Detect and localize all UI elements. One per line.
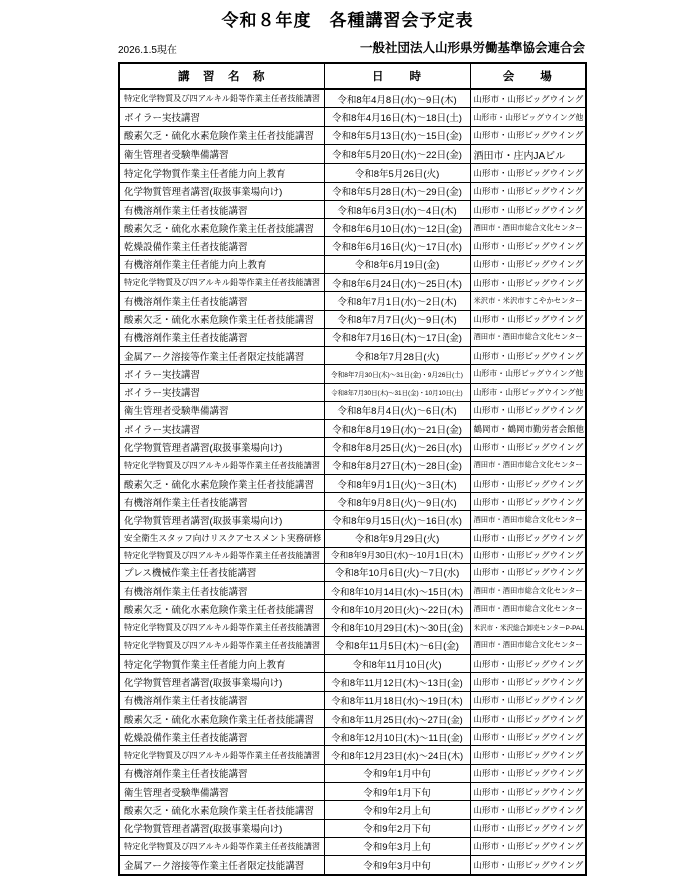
course-name-cell: 乾燥設備作業主任者技能講習	[119, 728, 324, 746]
table-row	[119, 746, 586, 764]
course-name-cell: ボイラー実技講習	[119, 383, 324, 401]
course-name-cell: 有機溶剤作業主任者技能講習	[119, 292, 324, 310]
schedule-table	[118, 62, 587, 876]
course-name-cell: 特定化学物質及び四アルキル鉛等作業主任者技能講習	[119, 636, 324, 654]
column-header-date: 日 時	[324, 63, 470, 89]
course-name-cell: 特定化学物質及び四アルキル鉛等作業主任者技能講習	[119, 456, 324, 474]
table-row	[119, 837, 586, 855]
date-cell: 令和8年8月25日(火)～26日(水)	[324, 438, 470, 456]
course-name-cell: 有機溶剤作業主任者技能講習	[119, 691, 324, 709]
date-cell: 令和8年6月19日(金)	[324, 255, 470, 273]
venue-cell: 山形市・山形ビッグウイング	[470, 200, 586, 218]
table-row	[119, 328, 586, 346]
venue-cell: 山形市・山形ビッグウイング	[470, 673, 586, 691]
course-name-cell: 化学物質管理者講習(取扱事業場向け)	[119, 182, 324, 200]
venue-cell: 酒田市・庄内JAビル	[470, 144, 586, 163]
date-cell: 令和8年9月15日(火)～16日(水)	[324, 511, 470, 529]
course-name-cell: 化学物質管理者講習(取扱事業場向け)	[119, 438, 324, 456]
venue-cell: 山形市・山形ビッグウイング	[470, 709, 586, 727]
table-row	[119, 401, 586, 419]
course-name-cell: 化学物質管理者講習(取扱事業場向け)	[119, 819, 324, 837]
table-row	[119, 456, 586, 474]
course-name-cell: 有機溶剤作業主任者技能講習	[119, 764, 324, 782]
venue-cell: 米沢市・米沢市すこやかセンター	[470, 292, 586, 310]
date-cell: 令和8年11月12日(木)～13日(金)	[324, 673, 470, 691]
table-row	[119, 255, 586, 273]
venue-cell: 鶴岡市・鶴岡市勤労者会館他	[470, 420, 586, 438]
date-cell: 令和8年11月5日(木)～6日(金)	[324, 636, 470, 654]
table-row	[119, 144, 586, 163]
schedule-table-container	[118, 62, 585, 876]
date-cell: 令和8年8月27日(木)～28日(金)	[324, 456, 470, 474]
column-header-course-name: 講 習 名 称	[119, 63, 324, 89]
table-row	[119, 164, 586, 182]
table-row	[119, 764, 586, 782]
venue-cell: 山形市・山形ビッグウイング	[470, 493, 586, 511]
venue-cell: 山形市・山形ビッグウイング	[470, 782, 586, 800]
as-of-date: 2026.1.5現在	[118, 45, 177, 56]
venue-cell: 山形市・山形ビッグウイング	[470, 164, 586, 182]
course-name-cell: 化学物質管理者講習(取扱事業場向け)	[119, 673, 324, 691]
course-name-cell: 酸素欠乏・硫化水素危険作業主任者技能講習	[119, 600, 324, 618]
date-cell: 令和8年12月23日(水)～24日(木)	[324, 746, 470, 764]
date-cell: 令和8年6月24日(水)～25日(木)	[324, 273, 470, 291]
table-row	[119, 636, 586, 654]
venue-cell: 山形市・山形ビッグウイング	[470, 182, 586, 200]
table-row	[119, 582, 586, 600]
page-title: 令和８年度 各種講習会予定表	[221, 11, 474, 30]
table-row	[119, 819, 586, 837]
venue-cell: 山形市・山形ビッグウイング他	[470, 365, 586, 383]
course-name-cell: ボイラー実技講習	[119, 108, 324, 126]
date-cell: 令和8年10月14日(水)～15日(木)	[324, 582, 470, 600]
table-row	[119, 347, 586, 365]
date-cell: 令和8年7月1日(水)～2日(木)	[324, 292, 470, 310]
date-cell: 令和9年3月中旬	[324, 856, 470, 875]
table-row	[119, 365, 586, 383]
table-row	[119, 782, 586, 800]
table-header-row	[119, 63, 586, 89]
date-cell: 令和9年2月下旬	[324, 819, 470, 837]
course-name-cell: 有機溶剤作業主任者技能講習	[119, 200, 324, 218]
course-name-cell: 有機溶剤作業主任者技能講習	[119, 582, 324, 600]
venue-cell: 山形市・山形ビッグウイング	[470, 529, 586, 547]
course-name-cell: 特定化学物質及び四アルキル鉛等作業主任者技能講習	[119, 837, 324, 855]
date-cell: 令和8年9月1日(火)～3日(木)	[324, 474, 470, 492]
venue-cell: 山形市・山形ビッグウイング	[470, 764, 586, 782]
venue-cell: 酒田市・酒田市総合文化センター	[470, 328, 586, 346]
date-cell: 令和8年10月29日(木)～30日(金)	[324, 618, 470, 636]
table-row	[119, 474, 586, 492]
date-cell: 令和8年6月10日(水)～12日(金)	[324, 219, 470, 237]
date-cell: 令和8年10月6日(火)～7日(水)	[324, 563, 470, 581]
date-cell: 令和8年5月13日(水)～15日(金)	[324, 126, 470, 144]
venue-cell: 酒田市・酒田市総合文化センター	[470, 636, 586, 654]
table-row	[119, 618, 586, 636]
course-name-cell: 衛生管理者受験準備講習	[119, 144, 324, 163]
date-cell: 令和8年8月19日(水)～21日(金)	[324, 420, 470, 438]
venue-cell: 山形市・山形ビッグウイング	[470, 655, 586, 673]
date-cell: 令和9年2月上旬	[324, 801, 470, 819]
venue-cell: 山形市・山形ビッグウイング他	[470, 108, 586, 126]
table-row	[119, 856, 586, 875]
date-cell: 令和8年12月10日(木)～11日(金)	[324, 728, 470, 746]
course-name-cell: 有機溶剤作業主任者技能講習	[119, 328, 324, 346]
course-name-cell: 化学物質管理者講習(取扱事業場向け)	[119, 511, 324, 529]
course-name-cell: 衛生管理者受験準備講習	[119, 401, 324, 419]
table-row	[119, 600, 586, 618]
date-cell: 令和8年10月20日(火)～22日(木)	[324, 600, 470, 618]
venue-cell: 山形市・山形ビッグウイング	[470, 819, 586, 837]
course-name-cell: 特定化学物質及び四アルキル鉛等作業主任者技能講習	[119, 547, 324, 563]
table-row	[119, 310, 586, 328]
venue-cell: 山形市・山形ビッグウイング	[470, 310, 586, 328]
organization-name: 一般社団法人山形県労働基準協会連合会	[359, 41, 585, 55]
date-cell: 令和8年5月20日(水)～22日(金)	[324, 144, 470, 163]
venue-cell: 山形市・山形ビッグウイング	[470, 237, 586, 255]
course-name-cell: 金属アーク溶接等作業主任者限定技能講習	[119, 347, 324, 365]
course-name-cell: プレス機械作業主任者技能講習	[119, 563, 324, 581]
table-row	[119, 691, 586, 709]
course-name-cell: 特定化学物質及び四アルキル鉛等作業主任者技能講習	[119, 273, 324, 291]
date-cell: 令和8年11月10日(火)	[324, 655, 470, 673]
venue-cell: 酒田市・酒田市総合文化センター	[470, 600, 586, 618]
table-row	[119, 273, 586, 291]
table-row	[119, 438, 586, 456]
course-name-cell: 酸素欠乏・硫化水素危険作業主任者技能講習	[119, 126, 324, 144]
venue-cell: 米沢市・米沢総合卸売センターP-PAL	[470, 618, 586, 636]
date-cell: 令和8年7月30日(木)～31日(金)・9月26日(土)	[324, 365, 470, 383]
document-meta	[118, 38, 585, 56]
venue-cell: 山形市・山形ビッグウイング	[470, 563, 586, 581]
table-row	[119, 237, 586, 255]
date-cell: 令和8年9月8日(火)～9日(水)	[324, 493, 470, 511]
venue-cell: 山形市・山形ビッグウイング	[470, 801, 586, 819]
table-row	[119, 728, 586, 746]
venue-cell: 山形市・山形ビッグウイング	[470, 746, 586, 764]
table-row	[119, 529, 586, 547]
venue-cell: 酒田市・酒田市総合文化センター	[470, 582, 586, 600]
course-name-cell: 特定化学物質作業主任者能力向上教育	[119, 655, 324, 673]
course-name-cell: 衛生管理者受験準備講習	[119, 782, 324, 800]
course-name-cell: 乾燥設備作業主任者技能講習	[119, 237, 324, 255]
schedule-table-body	[119, 89, 586, 875]
date-cell: 令和8年4月8日(水)～9日(木)	[324, 89, 470, 108]
date-cell: 令和8年7月16日(木)～17日(金)	[324, 328, 470, 346]
venue-cell: 山形市・山形ビッグウイング	[470, 474, 586, 492]
venue-cell: 山形市・山形ビッグウイング	[470, 255, 586, 273]
venue-cell: 山形市・山形ビッグウイング	[470, 126, 586, 144]
course-name-cell: 特定化学物質及び四アルキル鉛等作業主任者技能講習	[119, 89, 324, 108]
table-row	[119, 801, 586, 819]
course-name-cell: 酸素欠乏・硫化水素危険作業主任者技能講習	[119, 219, 324, 237]
table-row	[119, 108, 586, 126]
table-row	[119, 182, 586, 200]
table-row	[119, 511, 586, 529]
date-cell: 令和9年1月下旬	[324, 782, 470, 800]
table-row	[119, 709, 586, 727]
table-row	[119, 420, 586, 438]
course-name-cell: 安全衛生スタッフ向けリスクアセスメント実務研修	[119, 529, 324, 547]
date-cell: 令和8年5月28日(木)～29日(金)	[324, 182, 470, 200]
date-cell: 令和8年6月3日(水)～4日(木)	[324, 200, 470, 218]
venue-cell: 山形市・山形ビッグウイング	[470, 347, 586, 365]
venue-cell: 山形市・山形ビッグウイング	[470, 547, 586, 563]
venue-cell: 酒田市・酒田市総合文化センター	[470, 456, 586, 474]
table-row	[119, 200, 586, 218]
table-row	[119, 673, 586, 691]
course-name-cell: 有機溶剤作業主任者技能講習	[119, 493, 324, 511]
course-name-cell: 金属アーク溶接等作業主任者限定技能講習	[119, 856, 324, 875]
venue-cell: 酒田市・酒田市総合文化センター	[470, 219, 586, 237]
course-name-cell: 特定化学物質及び四アルキル鉛等作業主任者技能講習	[119, 746, 324, 764]
course-name-cell: 酸素欠乏・硫化水素危険作業主任者技能講習	[119, 310, 324, 328]
date-cell: 令和8年7月7日(火)～9日(木)	[324, 310, 470, 328]
date-cell: 令和8年9月30日(水)～10月1日(木)	[324, 547, 470, 563]
course-name-cell: ボイラー実技講習	[119, 420, 324, 438]
table-row	[119, 547, 586, 563]
venue-cell: 山形市・山形ビッグウイング	[470, 837, 586, 855]
table-row	[119, 655, 586, 673]
venue-cell: 山形市・山形ビッグウイング	[470, 401, 586, 419]
course-name-cell: 酸素欠乏・硫化水素危険作業主任者技能講習	[119, 801, 324, 819]
date-cell: 令和8年4月16日(木)～18日(土)	[324, 108, 470, 126]
venue-cell: 山形市・山形ビッグウイング	[470, 728, 586, 746]
course-name-cell: 特定化学物質作業主任者能力向上教育	[119, 164, 324, 182]
date-cell: 令和8年8月4日(火)～6日(木)	[324, 401, 470, 419]
table-row	[119, 383, 586, 401]
course-name-cell: 特定化学物質及び四アルキル鉛等作業主任者技能講習	[119, 618, 324, 636]
table-row	[119, 292, 586, 310]
date-cell: 令和9年3月上旬	[324, 837, 470, 855]
table-row	[119, 493, 586, 511]
course-name-cell: ボイラー実技講習	[119, 365, 324, 383]
date-cell: 令和8年5月26日(火)	[324, 164, 470, 182]
table-row	[119, 219, 586, 237]
date-cell: 令和8年9月29日(火)	[324, 529, 470, 547]
date-cell: 令和8年6月16日(火)～17日(水)	[324, 237, 470, 255]
table-row	[119, 126, 586, 144]
course-name-cell: 酸素欠乏・硫化水素危険作業主任者技能講習	[119, 474, 324, 492]
venue-cell: 山形市・山形ビッグウイング	[470, 89, 586, 108]
venue-cell: 山形市・山形ビッグウイング	[470, 856, 586, 875]
column-header-venue: 会 場	[470, 63, 586, 89]
venue-cell: 酒田市・酒田市総合文化センター	[470, 511, 586, 529]
venue-cell: 山形市・山形ビッグウイング他	[470, 383, 586, 401]
date-cell: 令和9年1月中旬	[324, 764, 470, 782]
date-cell: 令和8年7月30日(木)～31日(金)・10月10日(土)	[324, 383, 470, 401]
venue-cell: 山形市・山形ビッグウイング	[470, 691, 586, 709]
date-cell: 令和8年11月25日(水)～27日(金)	[324, 709, 470, 727]
date-cell: 令和8年11月18日(水)～19日(木)	[324, 691, 470, 709]
table-row	[119, 563, 586, 581]
course-name-cell: 有機溶剤作業主任者能力向上教育	[119, 255, 324, 273]
course-name-cell: 酸素欠乏・硫化水素危険作業主任者技能講習	[119, 709, 324, 727]
table-row	[119, 89, 586, 108]
date-cell: 令和8年7月28日(火)	[324, 347, 470, 365]
venue-cell: 山形市・山形ビッグウイング	[470, 438, 586, 456]
venue-cell: 山形市・山形ビッグウイング	[470, 273, 586, 291]
